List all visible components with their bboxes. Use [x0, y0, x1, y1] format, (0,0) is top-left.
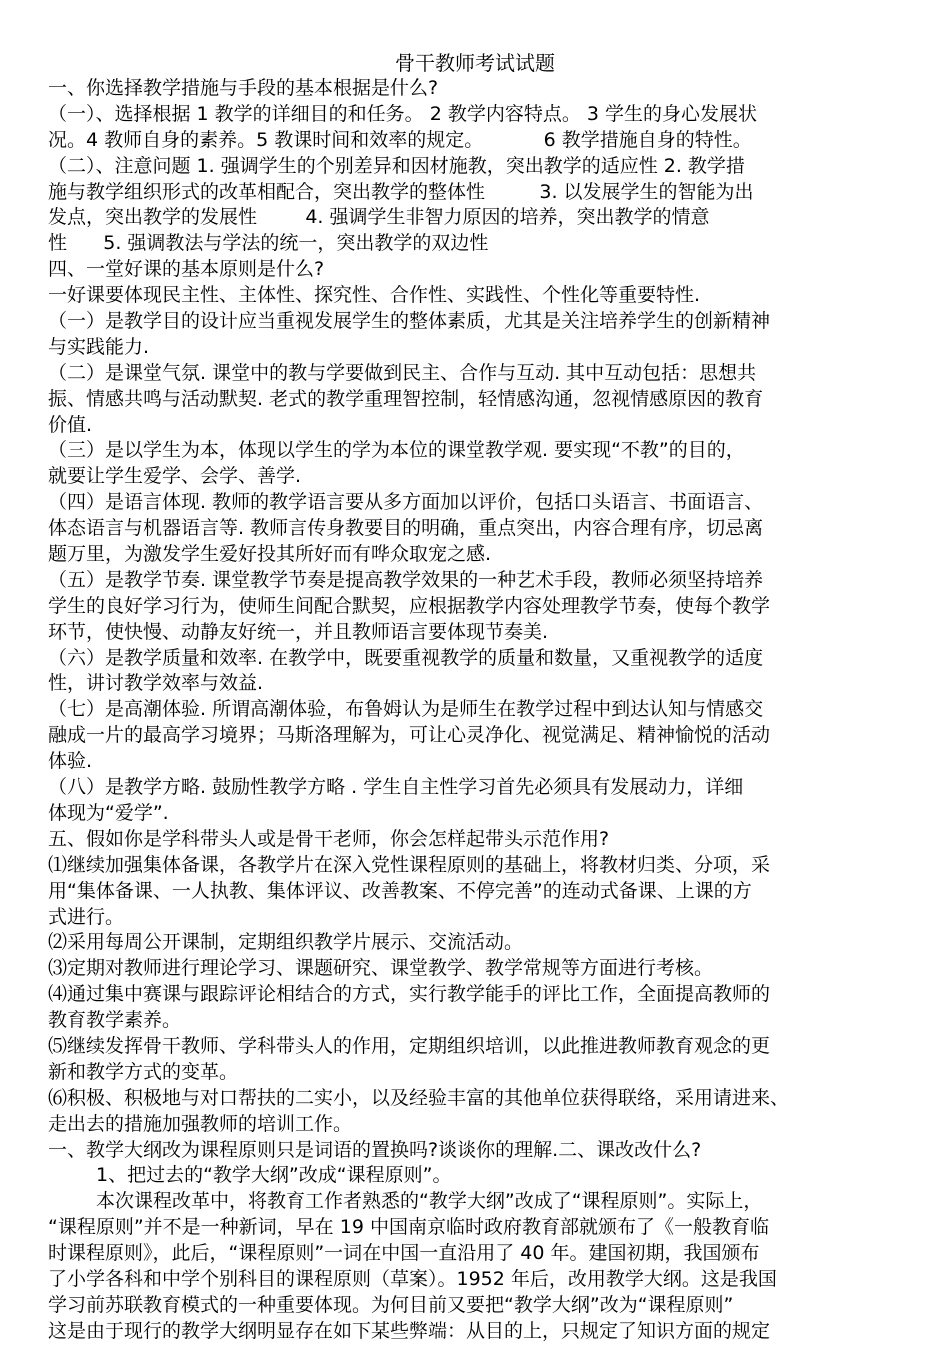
text-line: ⑵采用每周公开课制，定期组织教学片展示、交流活动。 — [48, 931, 524, 954]
text-line: （一）、选择根据 1 教学的详细目的和任务。 2 教学内容特点。 3 学生的身心发展状 — [48, 102, 758, 125]
text-line: 走出去的措施加强教师的培训工作。 — [48, 1112, 353, 1135]
text-line: （三）是以学生为本，体现以学生的学为本位的课堂教学观. 要实现“不教”的目的， — [48, 439, 745, 462]
text-line: 一、你选择教学措施与手段的基本根据是什么? — [48, 77, 439, 99]
text-line: 五、假如你是学科带头人或是骨干老师，你会怎样起带头示范作用? — [48, 827, 610, 850]
text-line: 性 5. 强调教法与学法的统一，突出教学的双边性 — [48, 232, 489, 255]
text-line: 式进行。 — [48, 905, 125, 928]
text-line: 学生的良好学习行为，使师生间配合默契，应根据教学内容处理教学节奏，使每个教学 — [48, 594, 771, 617]
text-line: 时课程原则》，此后，“课程原则”一词在中国一直沿用了 40 年。建国初期，我国颁布 — [48, 1242, 760, 1265]
text-line: 新和教学方式的变革。 — [48, 1060, 239, 1083]
text-line: （六）是教学质量和效率. 在教学中，既要重视教学的质量和数量，又重视教学的适度 — [48, 646, 764, 669]
text-line: （五）是教学节奏. 课堂教学节奏是提高教学效果的一种艺术手段，教师必须坚持培养 — [48, 568, 764, 591]
text-line: 就要让学生爱学、会学、善学. — [48, 465, 302, 488]
text-line: 体态语言与机器语言等. 教师言传身教要目的明确，重点突出，内容合理有序，切忌离 — [48, 517, 764, 540]
text-line: ⑸继续发挥骨干教师、学科带头人的作用，定期组织培训，以此推进教师教育观念的更 — [48, 1034, 771, 1057]
text-line: 况。4 教师自身的素养。5 教课时间和效率的规定。 6 教学措施自身的特性。 — [48, 128, 752, 151]
text-line: 融成一片的最高学习境界；马斯洛理解为，可让心灵净化、视觉满足、精神愉悦的活动 — [48, 724, 771, 747]
text-line: 题万里，为激发学生爱好投其所好而有哗众取宠之感. — [48, 543, 492, 566]
text-line: 价值. — [48, 413, 93, 436]
text-line: 振、情感共鸣与活动默契. 老式的教学重理智控制，轻情感沟通，忽视情感原因的教育 — [48, 387, 764, 410]
text-line: 一好课要体现民主性、主体性、探究性、合作性、实践性、个性化等重要特性. — [48, 284, 701, 307]
text-line: 学习前苏联教育模式的一种重要体现。为何目前又要把“教学大纲”改为“课程原则” — [48, 1293, 734, 1316]
text-line: 性，讲讨教学效率与效益. — [48, 672, 264, 695]
text-line: （四）是语言体现. 教师的教学语言要从多方面加以评价，包括口头语言、书面语言、 — [48, 491, 764, 514]
text-line: 发点，突出教学的发展性 4. 强调学生非智力原因的培养，突出教学的情意 — [48, 206, 710, 229]
text-line: ⑴继续加强集体备课，各教学片在深入党性课程原则的基础上，将教材归类、分项，采 — [48, 853, 771, 876]
text-line: （八）是教学方略. 鼓励性教学方略 . 学生自主性学习首先必须具有发展动力，详细 — [48, 776, 744, 799]
text-line: ⑶定期对教师进行理论学习、课题研究、课堂教学、教学常规等方面进行考核。 — [48, 957, 714, 980]
text-line: 一、教学大纲改为课程原则只是词语的置换吗?谈谈你的理解.二、课改改什么? — [48, 1138, 702, 1161]
text-line: 环节，使快慢、动静友好统一，并且教师语言要体现节奏美. — [48, 620, 549, 643]
document-body — [48, 76, 908, 1345]
text-line: （一）是教学目的设计应当重视发展学生的整体素质，尤其是关注培养学生的创新精神 — [48, 310, 771, 333]
text-line: 用“集体备课、一人执教、集体评议、改善教案、不停完善”的连动式备课、上课的方 — [48, 879, 752, 902]
text-line: 四、一堂好课的基本原则是什么? — [48, 258, 325, 281]
text-line: 这是由于现行的教学大纲明显存在如下某些弊端：从目的上，只规定了知识方面的规定 — [48, 1319, 771, 1342]
text-line: 与实践能力. — [48, 335, 150, 358]
document-title: 骨干教师考试试题 — [395, 51, 555, 75]
text-line: ⑷通过集中赛课与跟踪评论相结合的方式，实行教学能手的评比工作，全面提高教师的 — [48, 983, 771, 1006]
text-line: 本次课程改革中，将教育工作者熟悉的“教学大纲”改成了“课程原则”。实际上， — [96, 1190, 763, 1213]
text-line: 体现为“爱学”. — [48, 801, 169, 824]
text-line: （七）是高潮体验. 所谓高潮体验，布鲁姆认为是师生在教学过程中到达认知与情感交 — [48, 698, 764, 721]
text-line: （二）、注意问题 1. 强调学生的个别差异和因材施教，突出教学的适应性 2. 教学措 — [48, 154, 745, 177]
text-line: 体验. — [48, 750, 93, 773]
text-line: 施与教学组织形式的改革相配合，突出教学的整体性 3. 以发展学生的智能为出 — [48, 180, 754, 203]
text-line: 1、把过去的“教学大纲”改成“课程原则”。 — [96, 1164, 452, 1187]
text-line: ⑹积极、积极地与对口帮扶的二实小，以及经验丰富的其他单位获得联络，采用请进来、 — [48, 1086, 790, 1109]
text-line: 教育教学素养。 — [48, 1009, 182, 1032]
text-line: 了小学各科和中学个别科目的课程原则（草案）。1952 年后，改用教学大纲。这是我国 — [48, 1267, 777, 1290]
text-line: “课程原则”并不是一种新词，早在 19 中国南京临时政府教育部就颁布了《一般教育临 — [48, 1216, 769, 1239]
text-line: （二）是课堂气氛. 课堂中的教与学要做到民主、合作与互动. 其中互动包括：思想共 — [48, 361, 757, 384]
